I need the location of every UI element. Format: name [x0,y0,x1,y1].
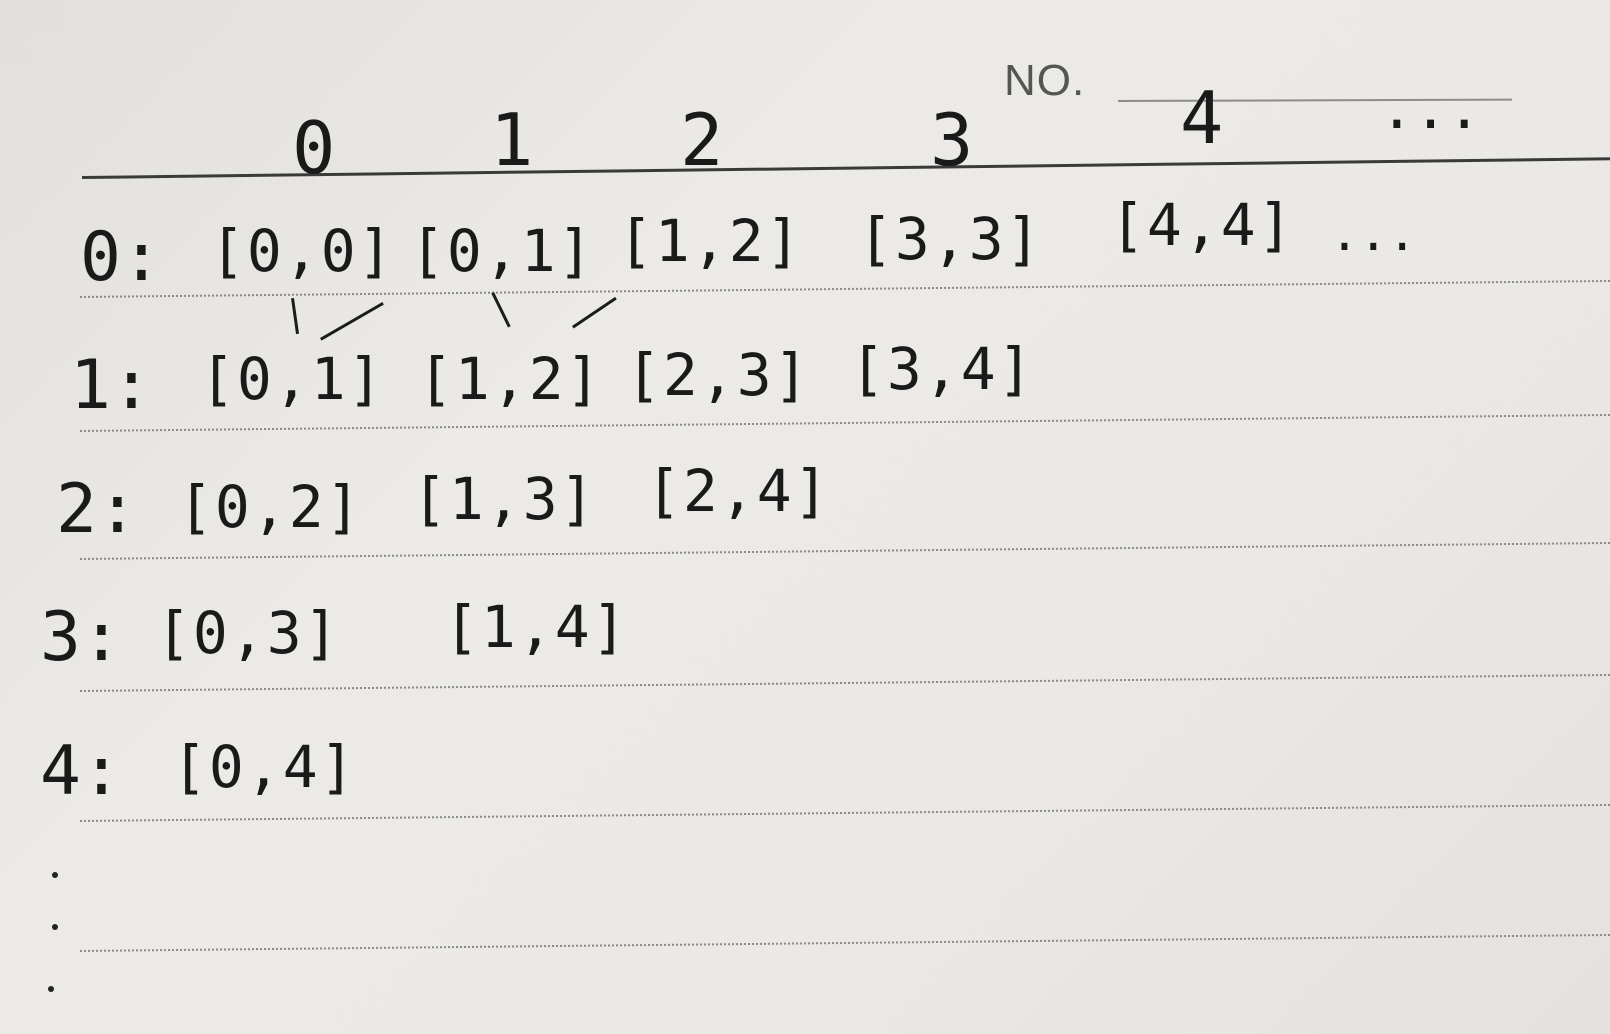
row-label: 3: [40,598,122,677]
ruled-line [80,414,1610,432]
table-cell: [1,3] [412,465,597,533]
column-header: 3 [930,98,974,182]
table-cell: [0,2] [178,473,363,541]
column-header: 4 [1180,76,1224,160]
table-cell: [0,3] [156,599,341,667]
no-label: NO. [1004,56,1086,105]
continuation-dot [52,872,58,878]
table-cell: [0,4] [172,733,357,801]
column-header: 2 [680,98,724,182]
dependency-stroke [291,298,299,334]
table-cell: [2,4] [646,457,831,525]
ruled-line [80,674,1610,692]
row-label: 4: [40,732,122,811]
row-label: 2: [56,470,138,549]
dependency-stroke [491,292,510,327]
table-cell: [0,1] [200,345,385,413]
table-cell: [1,4] [444,593,629,661]
table-cell: [2,3] [626,341,811,409]
dependency-stroke [572,297,617,329]
ruled-line [80,934,1610,952]
ruled-line [80,804,1610,822]
table-cell: [1,2] [418,345,603,413]
table-cell: [0,1] [410,217,595,285]
dependency-stroke [320,302,384,341]
row-ellipsis: ... [1330,206,1417,262]
table-cell: [0,0] [210,217,395,285]
row-label: 1: [70,346,152,425]
ruled-line [80,542,1610,560]
column-header: ... [1380,77,1482,142]
table-cell: [3,4] [850,335,1035,403]
table-cell: [3,3] [858,205,1043,273]
continuation-dot [52,924,58,930]
table-cell: [4,4] [1110,191,1295,259]
continuation-dot [48,986,54,992]
column-header: 0 [292,106,336,190]
column-header: 1 [490,98,534,182]
row-label: 0: [80,218,162,297]
table-cell: [1,2] [618,207,803,275]
